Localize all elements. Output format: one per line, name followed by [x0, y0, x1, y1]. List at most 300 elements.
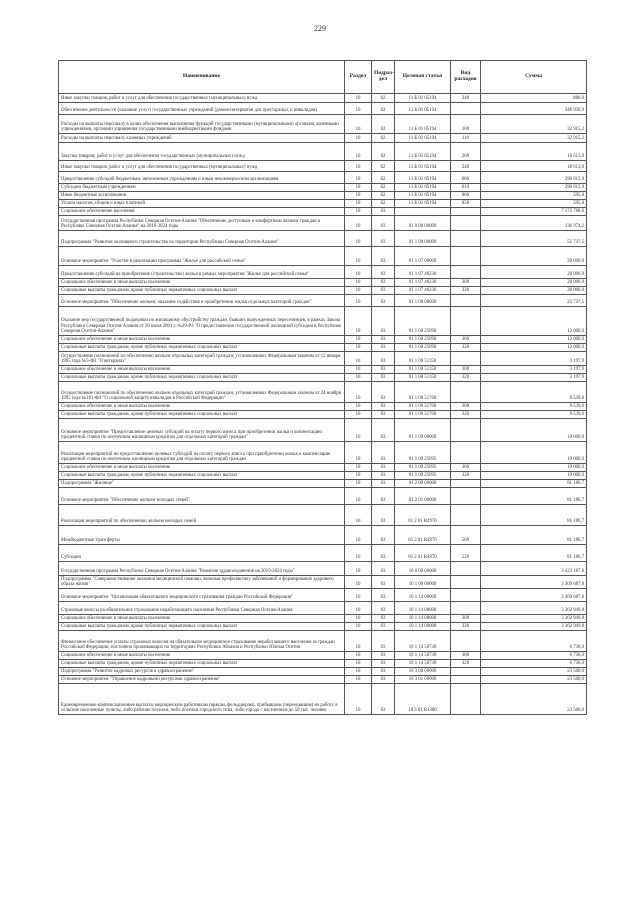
row-subsection: 02	[372, 115, 395, 134]
row-name: Единовременные компенсационные выплаты медицинским работникам (врачам, фельдшерам), прибывшим (переехавшим) на работу в сельские населенные пункты, либо рабочие поселки, либо поселки городского типа, либо города с населением до 50 тыс. человек	[59, 684, 345, 715]
table-row	[59, 103, 587, 115]
row-expense-type	[451, 266, 481, 279]
row-amount: 81 186,7	[481, 505, 587, 526]
row-amount: 3 197,9	[481, 366, 587, 374]
row-subsection: 03	[372, 652, 395, 660]
row-subsection: 02	[372, 200, 395, 208]
row-section: 10	[345, 411, 372, 419]
table-row	[59, 488, 587, 505]
row-subsection: 02	[372, 94, 395, 103]
row-amount: 10 000,0	[481, 464, 587, 472]
table-row	[59, 526, 587, 545]
row-section: 10	[345, 134, 372, 143]
row-section: 10	[345, 287, 372, 295]
row-name: Государственная программа Республики Северная Осетия-Алания "Развитие здравоохранения на 2019-2024 годы"	[59, 562, 345, 576]
row-expense-type	[451, 488, 481, 505]
row-section: 10	[345, 103, 372, 115]
row-subsection: 03	[372, 576, 395, 589]
row-amount: 12 000,0	[481, 344, 587, 352]
row-expense-type: 320	[451, 374, 481, 382]
row-name: Расходы на выплаты персоналу в целях обеспечения выполнения функций государственными (муниципальными) органами, казенными учреждениями, органами управления государственными внебюджетными фондами	[59, 115, 345, 134]
header-subsection: Подраз-дел	[372, 61, 395, 94]
table-row	[59, 505, 587, 526]
row-subsection: 03	[372, 287, 395, 295]
row-expense-type	[451, 307, 481, 336]
row-target: 01 2 00 00000	[395, 480, 451, 488]
row-section: 10	[345, 602, 372, 615]
row-name: Подпрограмма "Развитие кадровых ресурсов в здравоохранении"	[59, 668, 345, 676]
row-subsection: 03	[372, 208, 395, 216]
row-expense-type: 300	[451, 366, 481, 374]
row-expense-type	[451, 382, 481, 403]
row-section: 10	[345, 374, 372, 382]
row-section: 10	[345, 307, 372, 336]
row-section: 10	[345, 676, 372, 684]
row-section: 10	[345, 336, 372, 344]
table-row	[59, 403, 587, 411]
row-name: Предоставление субсидий бюджетным, автономным учреждениям и иным некоммерческим организациям	[59, 172, 345, 184]
row-target: 11 Б 01 05194	[395, 184, 451, 192]
row-section: 10	[345, 464, 372, 472]
row-amount: 10 000,0	[481, 472, 587, 480]
row-expense-type: 320	[451, 411, 481, 419]
table-row	[59, 660, 587, 668]
row-expense-type	[451, 231, 481, 247]
row-target: 01 1 08 51760	[395, 403, 451, 411]
row-name: Обеспечение деятельности (оказание услуг) государственных учреждений (домов-интернатов для престарелых и инвалидов)	[59, 103, 345, 115]
row-name: Основное мероприятие "Участие в реализации программы "Жилье для российской семьи"	[59, 247, 345, 266]
table-row	[59, 352, 587, 366]
table-row	[59, 94, 587, 103]
row-expense-type	[451, 295, 481, 307]
row-expense-type: 300	[451, 279, 481, 287]
row-name: Социальное обеспечение населения	[59, 208, 345, 216]
table-row	[59, 143, 587, 161]
row-section: 10	[345, 279, 372, 287]
row-expense-type	[451, 602, 481, 615]
row-target: 11 Б 01 05194	[395, 94, 451, 103]
row-name: Реализация мероприятий по предоставлению целевых субсидий на оплату первого взноса при приобретении жилья и компенсацию процентной ставки по ипотечным жилищным кредитам для отдельных категорий граждан	[59, 442, 345, 464]
table-row	[59, 366, 587, 374]
row-expense-type: 320	[451, 472, 481, 480]
row-expense-type: 320	[451, 344, 481, 352]
row-expense-type: 240	[451, 161, 481, 172]
table-row	[59, 161, 587, 172]
row-section: 10	[345, 480, 372, 488]
row-target: 10 1 14 50730	[395, 660, 451, 668]
row-amount: 23 500,0	[481, 676, 587, 684]
table-row	[59, 115, 587, 134]
row-name: Страховые взносы на обязательное страхование неработающего населения Республики Северная Осетия-Алания	[59, 602, 345, 615]
row-name: Социальные выплаты гражданам, кроме публичных нормативных социальных выплат	[59, 623, 345, 631]
row-expense-type: 320	[451, 287, 481, 295]
row-expense-type	[451, 676, 481, 684]
row-section: 10	[345, 419, 372, 442]
row-amount: 3 423 187,8	[481, 562, 587, 576]
row-expense-type	[451, 216, 481, 231]
row-target: 11 Б 01 05194	[395, 172, 451, 184]
row-subsection: 02	[372, 184, 395, 192]
row-subsection: 03	[372, 623, 395, 631]
row-section: 10	[345, 589, 372, 602]
row-target: 11 Б 01 05194	[395, 200, 451, 208]
row-name: Оказание мер государственной поддержки по жилищному обустройству граждан, бывших вынужденных переселенцев, в рамках Закона Республики Северная Осетия-Алания от 30 июля 2001 г. №29-РЗ "О предоставлении государственной жилищной субсидии в Республике Северная Осетия-Алания"	[59, 307, 345, 336]
row-target: 11 Б 01 05194	[395, 143, 451, 161]
row-expense-type	[451, 589, 481, 602]
row-section: 10	[345, 526, 372, 545]
row-section: 10	[345, 631, 372, 652]
table-row	[59, 295, 587, 307]
row-subsection: 03	[372, 472, 395, 480]
row-name: Межбюджетные трансферты	[59, 526, 345, 545]
row-name: Подпрограмма "Совершенствование оказания медицинской помощи, включая профилактику заболеваний и формирование здорового образа жизни"	[59, 576, 345, 589]
row-name: Социальные выплаты гражданам, кроме публичных нормативных социальных выплат	[59, 344, 345, 352]
row-subsection: 03	[372, 411, 395, 419]
row-target: 01 1 09 25095	[395, 472, 451, 480]
row-section: 10	[345, 660, 372, 668]
row-name: Осуществление полномочий по обеспечению жильем отдельных категорий граждан, установленных Федеральным законом от 12 января 1995 года №5-ФЗ "О ветеранах"	[59, 352, 345, 366]
row-amount: 3 197,9	[481, 352, 587, 366]
row-target: 01 1 00 00000	[395, 231, 451, 247]
row-section: 10	[345, 505, 372, 526]
row-target: 01 1 07 40236	[395, 266, 451, 279]
table-row	[59, 464, 587, 472]
row-target: 01 1 09 25095	[395, 464, 451, 472]
table-row	[59, 382, 587, 403]
table-row	[59, 287, 587, 295]
row-expense-type	[451, 576, 481, 589]
row-target: 01 1 08 51350	[395, 366, 451, 374]
table-row	[59, 442, 587, 464]
table-row	[59, 247, 587, 266]
row-expense-type	[451, 562, 481, 576]
row-expense-type	[451, 668, 481, 676]
row-amount: 6 738,0	[481, 631, 587, 652]
row-amount: 32 915,2	[481, 134, 587, 143]
row-section: 10	[345, 623, 372, 631]
row-name: Социальное обеспечение и иные выплаты населению	[59, 615, 345, 623]
row-amount: 296 815,9	[481, 172, 587, 184]
row-target: 10 1 14 00008	[395, 615, 451, 623]
row-target: 10 3 00 00000	[395, 668, 451, 676]
table-row	[59, 623, 587, 631]
row-name: Основное мероприятие "Организация обязательного медицинского страхования граждан Российской Федерации"	[59, 589, 345, 602]
table-row	[59, 184, 587, 192]
row-expense-type: 200	[451, 143, 481, 161]
row-name: Основное мероприятие "Обеспечение жильем молодых семей"	[59, 488, 345, 505]
row-target: 01 1 08 25090	[395, 336, 451, 344]
table-row	[59, 279, 587, 287]
row-expense-type: 520	[451, 545, 481, 562]
row-target: 01 2 01 R4970	[395, 545, 451, 562]
row-amount: 18 613,0	[481, 143, 587, 161]
table-row	[59, 200, 587, 208]
row-amount: 3 197,9	[481, 374, 587, 382]
header-amount: Сумма	[481, 61, 587, 94]
row-section: 10	[345, 208, 372, 216]
row-amount: 23 737,5	[481, 295, 587, 307]
row-expense-type	[451, 247, 481, 266]
row-expense-type	[451, 208, 481, 216]
row-target: 11 Б 01 05194	[395, 134, 451, 143]
row-section: 10	[345, 143, 372, 161]
row-section: 10	[345, 266, 372, 279]
row-expense-type: 300	[451, 464, 481, 472]
row-section: 10	[345, 247, 372, 266]
table-row	[59, 676, 587, 684]
row-name: Основное мероприятие "Управление кадровыми ресурсами здравоохранения"	[59, 676, 345, 684]
row-expense-type: 500	[451, 526, 481, 545]
row-subsection: 03	[372, 231, 395, 247]
table-row	[59, 266, 587, 279]
row-target: 01 1 09 25095	[395, 442, 451, 464]
row-section: 10	[345, 382, 372, 403]
row-expense-type	[451, 631, 481, 652]
row-amount: 8 539,6	[481, 411, 587, 419]
row-subsection: 03	[372, 419, 395, 442]
row-target: 10 1 14 00008	[395, 602, 451, 615]
row-subsection: 03	[372, 488, 395, 505]
row-amount: 81 186,7	[481, 488, 587, 505]
row-amount: 20 000,0	[481, 266, 587, 279]
table-header-row	[59, 61, 587, 94]
row-section: 10	[345, 562, 372, 576]
row-amount: 10 000,0	[481, 442, 587, 464]
row-expense-type	[451, 505, 481, 526]
row-amount: 6 738,0	[481, 652, 587, 660]
row-subsection: 03	[372, 352, 395, 366]
row-name: Социальное обеспечение и иные выплаты населению	[59, 652, 345, 660]
row-name: Иные закупки товаров, работ и услуг для обеспечения государственных (муниципальных) нужд	[59, 161, 345, 172]
row-name: Расходы на выплаты персоналу казенных учреждений	[59, 134, 345, 143]
table-row	[59, 602, 587, 615]
row-name: Социальные выплаты гражданам, кроме публичных нормативных социальных выплат	[59, 660, 345, 668]
row-section: 10	[345, 576, 372, 589]
row-amount: 20 000,0	[481, 279, 587, 287]
row-amount: 23 500,0	[481, 684, 587, 715]
row-subsection: 03	[372, 279, 395, 287]
row-subsection: 03	[372, 382, 395, 403]
row-name: Социальные выплаты гражданам, кроме публичных нормативных социальных выплат	[59, 374, 345, 382]
row-section: 10	[345, 344, 372, 352]
row-subsection: 03	[372, 464, 395, 472]
row-name: Субсидии бюджетным учреждениям	[59, 184, 345, 192]
row-amount: 348 939,9	[481, 103, 587, 115]
row-target: 01 1 07 40236	[395, 279, 451, 287]
row-target: 01 2 01 00000	[395, 488, 451, 505]
row-expense-type: 320	[451, 660, 481, 668]
table-row	[59, 208, 587, 216]
row-amount: 3 362 949,8	[481, 623, 587, 631]
row-expense-type: 600	[451, 172, 481, 184]
row-name: Иные бюджетные ассигнования	[59, 192, 345, 200]
row-subsection: 03	[372, 442, 395, 464]
row-subsection: 03	[372, 660, 395, 668]
page-number: 229	[314, 24, 326, 33]
row-amount: 595,8	[481, 192, 587, 200]
row-section: 10	[345, 184, 372, 192]
row-expense-type: 100	[451, 115, 481, 134]
table-row	[59, 576, 587, 589]
row-name: Основное мероприятие "Обеспечение жильем, оказание содействия в приобретении жилья отдельных категорий граждан"	[59, 295, 345, 307]
row-subsection: 02	[372, 172, 395, 184]
table-row	[59, 411, 587, 419]
row-expense-type: 320	[451, 623, 481, 631]
row-amount: 136 974,2	[481, 216, 587, 231]
row-amount: 81 186,7	[481, 545, 587, 562]
row-name: Уплата налогов, сборов и иных платежей	[59, 200, 345, 208]
row-expense-type	[451, 103, 481, 115]
header-section: Раздел	[345, 61, 372, 94]
row-name: Социальные выплаты гражданам, кроме публичных нормативных социальных выплат	[59, 287, 345, 295]
row-subsection: 03	[372, 374, 395, 382]
row-name: Социальное обеспечение и иные выплаты населению	[59, 403, 345, 411]
row-expense-type: 300	[451, 652, 481, 660]
row-amount: 12 000,0	[481, 336, 587, 344]
row-target: 10 1 14 00008	[395, 623, 451, 631]
row-subsection: 03	[372, 295, 395, 307]
row-amount: 12 000,0	[481, 307, 587, 336]
row-section: 10	[345, 472, 372, 480]
row-subsection: 03	[372, 216, 395, 231]
row-name: Государственная программа Республики Северная Осетия-Алания "Обеспечение доступным и комфортным жильем граждан в Республике Северная Осетия-Алания" на 2016-2024 годы	[59, 216, 345, 231]
row-target: 01 1 08 25090	[395, 344, 451, 352]
row-amount: 3 369 687,8	[481, 576, 587, 589]
row-amount: 595,8	[481, 200, 587, 208]
row-subsection: 03	[372, 589, 395, 602]
row-subsection: 02	[372, 143, 395, 161]
row-amount: 10 000,0	[481, 419, 587, 442]
row-section: 10	[345, 652, 372, 660]
row-section: 10	[345, 615, 372, 623]
row-section: 10	[345, 172, 372, 184]
row-amount: 23 500,0	[481, 668, 587, 676]
row-expense-type	[451, 480, 481, 488]
table-row	[59, 172, 587, 184]
row-section: 10	[345, 200, 372, 208]
row-target: 01 1 08 51350	[395, 374, 451, 382]
row-subsection: 03	[372, 562, 395, 576]
row-amount: 20 000,0	[481, 247, 587, 266]
row-name: Социальные выплаты гражданам, кроме публичных нормативных социальных выплат	[59, 472, 345, 480]
row-name: Основное мероприятие "Предоставление целевых субсидий на оплату первого взноса при приобретении жилья и компенсацию процентной ставки по ипотечным жилищным кредитам для отдельных категорий граждан"	[59, 419, 345, 442]
header-expense-type: Вид расходов	[451, 61, 481, 94]
row-target: 01 1 09 00000	[395, 419, 451, 442]
row-target: 10 1 14 50730	[395, 631, 451, 652]
table-row	[59, 216, 587, 231]
row-expense-type: 800	[451, 192, 481, 200]
budget-table	[58, 60, 587, 715]
row-subsection: 03	[372, 545, 395, 562]
row-amount: 18 613,0	[481, 161, 587, 172]
row-subsection: 03	[372, 631, 395, 652]
row-expense-type: 300	[451, 403, 481, 411]
row-subsection: 03	[372, 403, 395, 411]
row-subsection: 03	[372, 602, 395, 615]
row-expense-type: 240	[451, 94, 481, 103]
row-expense-type: 300	[451, 615, 481, 623]
row-subsection: 03	[372, 676, 395, 684]
table-row	[59, 652, 587, 660]
row-section: 10	[345, 231, 372, 247]
row-name: Иные закупки товаров, работ и услуг для обеспечения государственных (муниципальных) нужд	[59, 94, 345, 103]
row-section: 10	[345, 352, 372, 366]
row-expense-type	[451, 442, 481, 464]
row-name: Подпрограмма "Развитие жилищного строительства на территории Республики Северная Осетия-Алания"	[59, 231, 345, 247]
row-name: Субсидии	[59, 545, 345, 562]
table-row	[59, 344, 587, 352]
row-name: Социальное обеспечение и иные выплаты населению	[59, 336, 345, 344]
row-section: 10	[345, 545, 372, 562]
row-section: 10	[345, 295, 372, 307]
row-name: Предоставление субсидий на приобретение (строительство) жилья в рамках мероприятия "Жилье для российской семьи"	[59, 266, 345, 279]
row-subsection: 02	[372, 192, 395, 200]
table-row	[59, 336, 587, 344]
row-expense-type: 110	[451, 134, 481, 143]
row-name: Реализация мероприятий по обеспечению жильем молодых семей	[59, 505, 345, 526]
row-section: 10	[345, 684, 372, 715]
row-target: 11 Б 01 05194	[395, 161, 451, 172]
row-section: 10	[345, 94, 372, 103]
table-row	[59, 545, 587, 562]
row-target: 11 Б 01 05194	[395, 115, 451, 134]
row-name: Социальные выплаты гражданам, кроме публичных нормативных социальных выплат	[59, 411, 345, 419]
table-row	[59, 307, 587, 336]
row-target: 10 0 00 00000	[395, 562, 451, 576]
row-section: 10	[345, 442, 372, 464]
row-subsection: 03	[372, 366, 395, 374]
table-row	[59, 231, 587, 247]
row-section: 10	[345, 192, 372, 200]
table-row	[59, 134, 587, 143]
row-target: 01 0 00 00000	[395, 216, 451, 231]
row-section: 10	[345, 216, 372, 231]
row-target: 01 2 01 R4970	[395, 505, 451, 526]
row-subsection: 03	[372, 266, 395, 279]
row-target: 01 1 07 40236	[395, 287, 451, 295]
row-expense-type	[451, 684, 481, 715]
row-name: Финансовое обеспечение уплаты страховых взносов на обязательное медицинское страхование неработающего населения за граждан Российской Федерации, постоянно проживающих на территориях Республики Абхазия и Республики Южная Осетия	[59, 631, 345, 652]
row-target: 11 Б 01 05194	[395, 103, 451, 115]
row-amount: 20 000,0	[481, 287, 587, 295]
row-target: 01 1 08 51350	[395, 352, 451, 366]
row-subsection: 03	[372, 480, 395, 488]
row-subsection: 02	[372, 161, 395, 172]
table-row	[59, 684, 587, 715]
row-subsection: 03	[372, 247, 395, 266]
row-expense-type: 300	[451, 336, 481, 344]
row-amount: 3 362 949,8	[481, 602, 587, 615]
row-name: Осуществление полномочий по обеспечению жильем отдельных категорий граждан, установленных Федеральным законом от 24 ноября 1995 года №181-ФЗ "О социальной защите инвалидов в Российской Федерации"	[59, 382, 345, 403]
table-row	[59, 631, 587, 652]
row-subsection: 03	[372, 344, 395, 352]
row-subsection: 02	[372, 103, 395, 115]
row-expense-type	[451, 419, 481, 442]
row-section: 10	[345, 161, 372, 172]
row-amount: 8 539,6	[481, 403, 587, 411]
row-subsection: 02	[372, 134, 395, 143]
table-body	[59, 94, 587, 715]
row-section: 10	[345, 668, 372, 676]
table-row	[59, 615, 587, 623]
row-target: 10 1 00 00000	[395, 576, 451, 589]
row-amount: 7 173 788,0	[481, 208, 587, 216]
row-subsection: 03	[372, 307, 395, 336]
table-row	[59, 589, 587, 602]
row-target: 10 1 14 50730	[395, 652, 451, 660]
row-amount: 3 369 687,8	[481, 589, 587, 602]
row-section: 10	[345, 366, 372, 374]
